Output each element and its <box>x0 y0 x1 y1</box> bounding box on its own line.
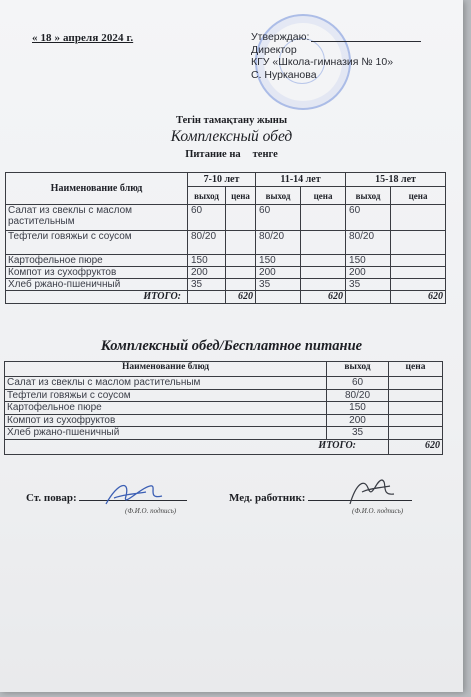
col-group-7-10: 7-10 лет <box>188 173 256 187</box>
total-price: 620 <box>226 291 256 304</box>
portion-value: 150 <box>188 255 226 267</box>
col-header-dish: Наименование блюд <box>5 362 327 377</box>
cook-caption: (Ф.И.О. подпись) <box>125 507 177 515</box>
portion-value: 150 <box>346 255 391 267</box>
portion-value: 150 <box>327 402 389 415</box>
total-label: ИТОГО: <box>5 439 389 454</box>
cook-signature-scribble <box>100 478 170 510</box>
subheader-price: цена <box>226 187 256 205</box>
portion-value: 35 <box>327 427 389 440</box>
total-label: ИТОГО: <box>6 291 188 304</box>
subheader-price: цена <box>301 187 346 205</box>
portion-value: 200 <box>256 267 301 279</box>
table-row <box>6 255 446 267</box>
approve-school: КГУ «Школа-гимназия № 10» <box>251 56 394 68</box>
dish-name: Тефтели говяжьи с соусом <box>6 231 188 255</box>
dish-name: Картофельное пюре <box>6 255 188 267</box>
total-price: 620 <box>301 291 346 304</box>
col-header-out: выход <box>327 362 389 377</box>
portion-value: 200 <box>188 267 226 279</box>
subheader-price: цена <box>391 187 446 205</box>
subheader-out: выход <box>346 187 391 205</box>
portion-value: 60 <box>346 205 391 231</box>
subtitle-right: тенге <box>252 149 278 160</box>
dish-name: Салат из свеклы с маслом растительным <box>5 377 327 390</box>
menu-table-by-age <box>5 172 446 304</box>
portion-value: 35 <box>188 279 226 291</box>
approval-block <box>251 31 421 81</box>
portion-value: 200 <box>346 267 391 279</box>
dish-name: Хлеб ржано-пшеничный <box>6 279 188 291</box>
portion-value: 60 <box>327 377 389 390</box>
document-date: « 18 » апреля 2024 г. <box>32 32 134 44</box>
dish-name: Хлеб ржано-пшеничный <box>5 427 327 440</box>
kazakh-heading: Тегін тамақтану жыны <box>175 115 288 126</box>
portion-value: 80/20 <box>346 231 391 255</box>
table-row <box>6 231 446 255</box>
col-header-dish: Наименование блюд <box>6 173 188 205</box>
col-group-11-14: 11-14 лет <box>256 173 346 187</box>
total-price: 620 <box>391 291 446 304</box>
portion-value: 35 <box>346 279 391 291</box>
col-group-15-18: 15-18 лет <box>346 173 446 187</box>
menu-subtitle <box>0 149 463 160</box>
table-row <box>5 389 443 402</box>
portion-value: 80/20 <box>256 231 301 255</box>
portion-value: 200 <box>327 414 389 427</box>
subheader-out: выход <box>188 187 226 205</box>
table-row <box>6 267 446 279</box>
free-meal-title: Комплексный обед/Бесплатное питание <box>100 338 363 354</box>
dish-name: Салат из свеклы с маслом растительным <box>6 205 188 231</box>
approve-director-name: С. Нурканова <box>251 68 317 81</box>
total-price: 620 <box>389 439 443 454</box>
table-row <box>5 402 443 415</box>
medic-caption: (Ф.И.О. подпись) <box>352 507 404 515</box>
col-header-price: цена <box>389 362 443 377</box>
portion-value: 60 <box>188 205 226 231</box>
approve-position: Директор <box>251 43 297 56</box>
dish-name: Тефтели говяжьи с соусом <box>5 389 327 402</box>
table-row <box>5 377 443 390</box>
free-meal-table <box>4 361 443 455</box>
portion-value: 80/20 <box>188 231 226 255</box>
subtitle-left: Питание на <box>185 149 241 160</box>
approve-title: Утверждаю: <box>251 31 310 43</box>
portion-value: 150 <box>256 255 301 267</box>
table-row <box>6 205 446 231</box>
cook-label: Ст. повар: <box>26 492 77 504</box>
table-row <box>6 279 446 291</box>
medic-label: Мед. работник: <box>229 492 306 504</box>
dish-name: Картофельное пюре <box>5 402 327 415</box>
medic-signature-scribble <box>342 474 402 510</box>
total-row <box>5 439 443 454</box>
total-row <box>6 291 446 304</box>
dish-name: Компот из сухофруктов <box>5 414 327 427</box>
table-row <box>5 427 443 440</box>
dish-name: Компот из сухофруктов <box>6 267 188 279</box>
subheader-out: выход <box>256 187 301 205</box>
portion-value: 60 <box>256 205 301 231</box>
portion-value: 80/20 <box>327 389 389 402</box>
menu-title: Комплексный обед <box>170 128 293 145</box>
portion-value: 35 <box>256 279 301 291</box>
table-row <box>5 414 443 427</box>
